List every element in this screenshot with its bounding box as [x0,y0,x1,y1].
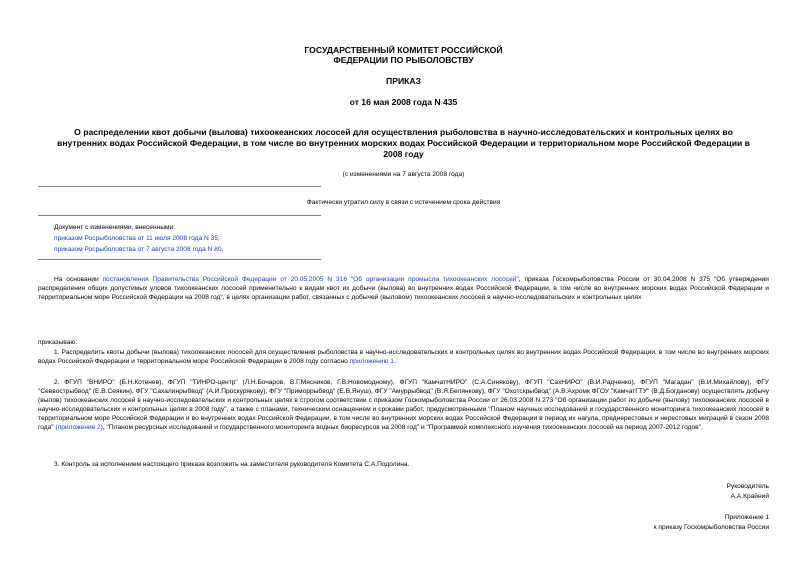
changes-label: Документ с изменениями, внесенными: [54,224,176,231]
order-item-3: 3. Контроль за исполнением настоящего приказа возложить на заместителя руководителя Комитета С.А.Подолина. [54,461,410,468]
changes-link-2[interactable]: приказом Росрыболовства от 7 августа 2008 года N 80. [54,246,224,253]
org-name-line2: ФЕДЕРАЦИИ ПО РЫБОЛОВСТВУ [333,55,474,65]
changes-link-1[interactable]: приказом Росрыболовства от 11 июля 2008 года N 35; [54,235,220,242]
order-item-1: 1. Распределить квоты добычи (вылова) тихоокеанских лососей для осуществления рыболовства в научно-исследовательских и контрольных целях во внутренних водах Российской Федерации, в том числе во внутренних морских водах Российской Федерации и территориальном море Российской Федерации в 2008 году согласно приложению 1. [38,349,769,366]
divider [38,259,321,260]
divider [38,186,321,187]
appendix-heading: Приложение 1 [724,514,769,521]
divider [38,215,321,216]
doc-date: от 16 мая 2008 года N 435 [349,97,458,107]
doc-title-line3: 2008 году [383,149,424,159]
invalid-status-note: Фактически утратил силу в связи с истечением срока действия [306,199,501,206]
order-word: приказываю: [38,339,78,346]
appendix-reference: к приказу Госкомрыболовства России [653,524,769,531]
amendments-note: (с изменениями на 7 августа 2008 года) [342,171,465,178]
doc-title-line1: О распределении квот добычи (вылова) тихоокеанских лососей для осуществления рыболовства в научно-исследовательских и контрольных целях во [74,127,733,137]
doc-type: ПРИКАЗ [386,76,421,86]
government-decree-link[interactable]: постановления Правительства Российской Федерации от 20.05.2005 N 316 "Об организации промысла тихоокеанских лососей" [102,276,519,283]
doc-title-line2: внутренних водах Российской Федерации, в том числе во внутренних морских водах Российской Федерации и территориальном море Российской Федерации в [57,138,750,148]
preamble-paragraph: На основании постановления Правительства Российской Федерации от 20.05.2005 N 316 "Об организации промысла тихоокеанских лососей", приказа Госкомрыболовства России от 30.04.2008 N 375 "Об утверждении распределения общих допустимых уловов тихоокеанских лососей применительно к видам квот их добычи (вылова) во внутренних водах Российской Федерации, в том числе во внутренних морских водах Российской Федерации и территориальном море Российской Федерации на 2008 год", в целях организации работ, связанных с добычей (выловом) тихоокеанских лососей в научно-исследовательских и контрольных целях [38,276,769,302]
signature-role: Руководитель [726,483,769,490]
appendix-1-link[interactable]: приложению 1 [349,358,394,366]
appendix-2-link[interactable]: (приложение 2) [55,424,103,432]
org-name-line1: ГОСУДАРСТВЕННЫЙ КОМИТЕТ РОССИЙСКОЙ [304,45,503,55]
signature-name: А.А.Крайний [730,493,769,500]
order-item-2: 2. ФГУП "ВНИРО" (Б.Н.Котенев), ФГУП "ТИНРО-центр" (Л.Н.Бочаров, В.Г.Мясников, Г.В.Новомодному), ФГУП "КамчатНИРО" (С.А.Синякову), ФГУП "СахНИРО" (В.И.Радченко), ФГУП "Магадан" (В.И.Михайлову), ФГУ "Севвострыбвод" (Е.В.Сеякин), ФГУ "Сахалинрыбвод" (А.И.Проскурякову), ФГУ "Приморрыбвод" (Е.В.Януш), ФГУ "Амуррыбвод" (В.Я.Белянкову), ФГУ "Охотскрыбвод" (А.В.Ахромк ФГОУ "КамчатГТУ" (В.Д.Богданову) осуществлять добычу (вылов) тихоокеанских лососей в научно-исследовательских и контрольных целях в строгом соответствии с приказом Госкомрыболовства России от 26.03.2008 N 273 "Об организации работ по добыче (вылову) тихоокеанских лососей в научно-исследовательских и контрольных целях в 2008 году", а также с планами, техническим оснащением и сроками работ, предусмотренными "Планом научных исследований и государственного мониторинга тихоокеанских лососей в территориальном море Российской Федерации и во внутренних водах Российской Федерации, в том числе во внутренних морских водах Российской Федерации в период их нагула, преднерестовых и нерестовых миграций в сезон 2008 года" (приложение 2), "Планом ресурсных исследований и государственного мониторинга водных биоресурсов на 2008 год" и "Программой комплексного изучения тихоокеанских лососей на период 2007-2012 годов". [38,379,769,432]
